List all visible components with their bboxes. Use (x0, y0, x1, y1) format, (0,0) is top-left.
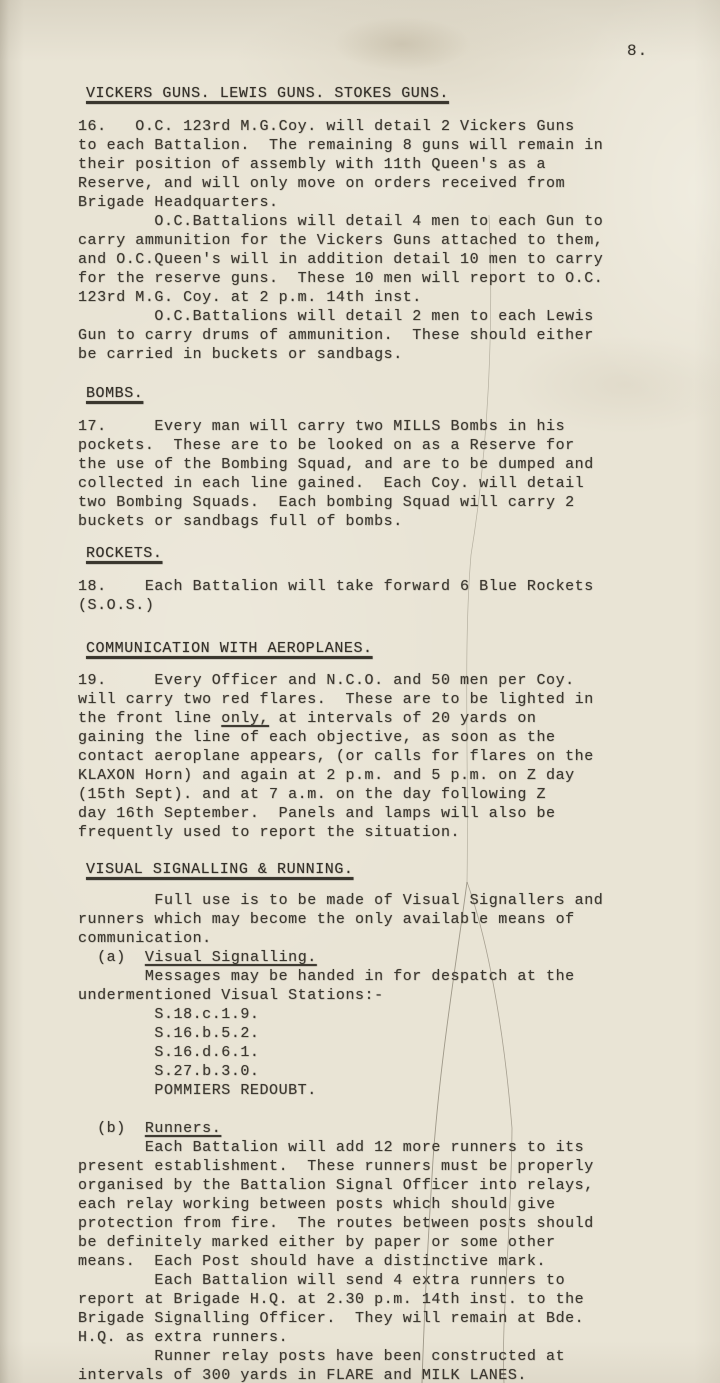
text-line (78, 1328, 720, 1347)
text-line (78, 766, 720, 785)
text-segment: S.16.d.6.1. (78, 1044, 260, 1061)
text-line (78, 155, 720, 174)
text-segment: KLAXON Horn) and again at 2 p.m. and 5 p.m. on Z day (78, 767, 575, 784)
text-line (78, 577, 720, 596)
text-segment: Brigade Signalling Officer. They will remain at Bde. (78, 1310, 585, 1327)
text-line (78, 417, 720, 436)
text-segment: Gun to carry drums of ammunition. These should either (78, 327, 594, 344)
text-segment: be carried in buckets or sandbags. (78, 346, 403, 363)
text-segment: will carry two red flares. These are to be lighted in (78, 691, 594, 708)
text-line (78, 1176, 720, 1195)
text-line (78, 1290, 720, 1309)
text-line (78, 1233, 720, 1252)
heading-text: VICKERS GUNS. LEWIS GUNS. STOKES GUNS. (86, 85, 449, 102)
text-line (78, 1366, 720, 1383)
text-segment: their position of assembly with 11th Queen's as a (78, 156, 547, 173)
text-line (78, 910, 720, 929)
text-line (78, 596, 720, 615)
text-line (78, 1081, 720, 1100)
text-line (78, 747, 720, 766)
paragraph (78, 671, 720, 842)
text-line (78, 1309, 720, 1328)
text-segment: collected in each line gained. Each Coy. will detail (78, 475, 585, 492)
text-line (78, 1271, 720, 1290)
text-segment: the use of the Bombing Squad, and are to be dumped and (78, 456, 594, 473)
text-segment: O.C.Battalions will detail 2 men to each Lewis (78, 308, 594, 325)
text-line (78, 1119, 720, 1138)
text-segment: H.Q. as extra runners. (78, 1329, 289, 1346)
text-line (78, 728, 720, 747)
text-segment: Runner relay posts have been constructed at (78, 1348, 566, 1365)
text-segment: and O.C.Queen's will in addition detail 10 men to carry (78, 251, 604, 268)
text-line (78, 231, 720, 250)
text-line (78, 948, 720, 967)
section-heading (86, 84, 720, 103)
heading-text: COMMUNICATION WITH AEROPLANES. (86, 640, 373, 657)
paragraph (78, 417, 720, 531)
page-number: 8. (627, 42, 649, 60)
text-line (78, 1157, 720, 1176)
text-segment: day 16th September. Panels and lamps will also be (78, 805, 556, 822)
text-segment: Each Battalion will send 4 extra runners to (78, 1272, 566, 1289)
text-line (78, 1024, 720, 1043)
text-segment: S.18.c.1.9. (78, 1006, 260, 1023)
text-segment: be definitely marked either by paper or some other (78, 1234, 556, 1251)
text-line (78, 804, 720, 823)
text-segment: 19. Every Officer and N.C.O. and 50 men per Coy. (78, 672, 575, 689)
text-segment: Reserve, and will only move on orders received from (78, 175, 566, 192)
text-line (78, 785, 720, 804)
text-segment: S.16.b.5.2. (78, 1025, 260, 1042)
text-segment: organised by the Battalion Signal Officer into relays, (78, 1177, 594, 1194)
text-segment: undermentioned Visual Stations:- (78, 987, 384, 1004)
text-segment: 123rd M.G. Coy. at 2 p.m. 14th inst. (78, 289, 422, 306)
text-segment: the front line (78, 710, 222, 727)
text-segment: S.27.b.3.0. (78, 1063, 260, 1080)
text-segment: 17. Every man will carry two MILLS Bombs in his (78, 418, 566, 435)
underlined-text: Runners. (144, 1120, 222, 1137)
paragraph (78, 117, 720, 364)
section-heading (86, 544, 720, 563)
text-line (78, 1347, 720, 1366)
text-segment: Messages may be handed in for despatch at the (78, 968, 575, 985)
text-line (78, 986, 720, 1005)
text-line (78, 1043, 720, 1062)
text-segment: for the reserve guns. These 10 men will report to O.C. (78, 270, 604, 287)
text-segment: at intervals of 20 yards on (269, 710, 537, 727)
text-segment: intervals of 300 yards in FLARE and MILK LANES. (78, 1367, 527, 1383)
paragraph (78, 891, 720, 1383)
text-line (78, 1100, 720, 1119)
text-segment: means. Each Post should have a distinctive mark. (78, 1253, 547, 1270)
text-segment: runners which may become the only available means of (78, 911, 575, 928)
text-line (78, 212, 720, 231)
text-line (78, 326, 720, 345)
text-line (78, 436, 720, 455)
text-segment: to each Battalion. The remaining 8 guns will remain in (78, 137, 604, 154)
text-line (78, 671, 720, 690)
text-segment: frequently used to report the situation. (78, 824, 461, 841)
text-line (78, 193, 720, 212)
text-segment: protection from fire. The routes between posts should (78, 1215, 594, 1232)
text-line (78, 1252, 720, 1271)
text-segment: Full use is to be made of Visual Signallers and (78, 892, 604, 909)
text-segment: buckets or sandbags full of bombs. (78, 513, 403, 530)
text-line (78, 1214, 720, 1233)
text-line (78, 690, 720, 709)
text-segment: carry ammunition for the Vickers Guns attached to them, (78, 232, 604, 249)
text-segment: pockets. These are to be looked on as a Reserve for (78, 437, 575, 454)
text-segment: (S.O.S.) (78, 597, 155, 614)
text-segment: report at Brigade H.Q. at 2.30 p.m. 14th inst. to the (78, 1291, 585, 1308)
text-line (78, 1005, 720, 1024)
heading-text: ROCKETS. (86, 545, 163, 562)
text-line (78, 1062, 720, 1081)
section-heading (86, 384, 720, 403)
paragraph (78, 577, 720, 615)
text-segment: (a) (78, 949, 145, 966)
text-segment: (15th Sept). and at 7 a.m. on the day following Z (78, 786, 547, 803)
text-segment: 16. O.C. 123rd M.G.Coy. will detail 2 Vickers Guns (78, 118, 575, 135)
text-segment: (b) (78, 1120, 145, 1137)
text-segment: contact aeroplane appears, (or calls for flares on the (78, 748, 594, 765)
text-line (78, 512, 720, 531)
text-line (78, 269, 720, 288)
text-segment: gaining the line of each objective, as soon as the (78, 729, 556, 746)
text-line (78, 288, 720, 307)
text-line (78, 117, 720, 136)
text-line (78, 250, 720, 269)
text-segment: 18. Each Battalion will take forward 6 Blue Rockets (78, 578, 594, 595)
text-segment: Each Battalion will add 12 more runners to its (78, 1139, 585, 1156)
text-line (78, 1195, 720, 1214)
text-line (78, 455, 720, 474)
underlined-text: Visual Signalling. (144, 949, 317, 966)
text-segment: communication. (78, 930, 212, 947)
text-line (78, 823, 720, 842)
text-segment: two Bombing Squads. Each bombing Squad will carry 2 (78, 494, 575, 511)
heading-text: VISUAL SIGNALLING & RUNNING. (86, 861, 354, 878)
text-segment: Brigade Headquarters. (78, 194, 279, 211)
document-body (78, 84, 720, 1383)
text-line (78, 929, 720, 948)
text-line (78, 136, 720, 155)
text-segment: present establishment. These runners must be properly (78, 1158, 594, 1175)
text-segment: POMMIERS REDOUBT. (78, 1082, 317, 1099)
text-line (78, 709, 720, 728)
text-segment: each relay working between posts which should give (78, 1196, 556, 1213)
text-line (78, 174, 720, 193)
text-line (78, 345, 720, 364)
text-line (78, 891, 720, 910)
section-heading (86, 860, 720, 879)
text-line (78, 1138, 720, 1157)
text-line (78, 967, 720, 986)
text-segment: O.C.Battalions will detail 4 men to each Gun to (78, 213, 604, 230)
text-line (78, 307, 720, 326)
text-line (78, 474, 720, 493)
heading-text: BOMBS. (86, 385, 144, 402)
text-line (78, 493, 720, 512)
section-heading (86, 639, 720, 658)
underlined-text: only, (221, 710, 270, 727)
